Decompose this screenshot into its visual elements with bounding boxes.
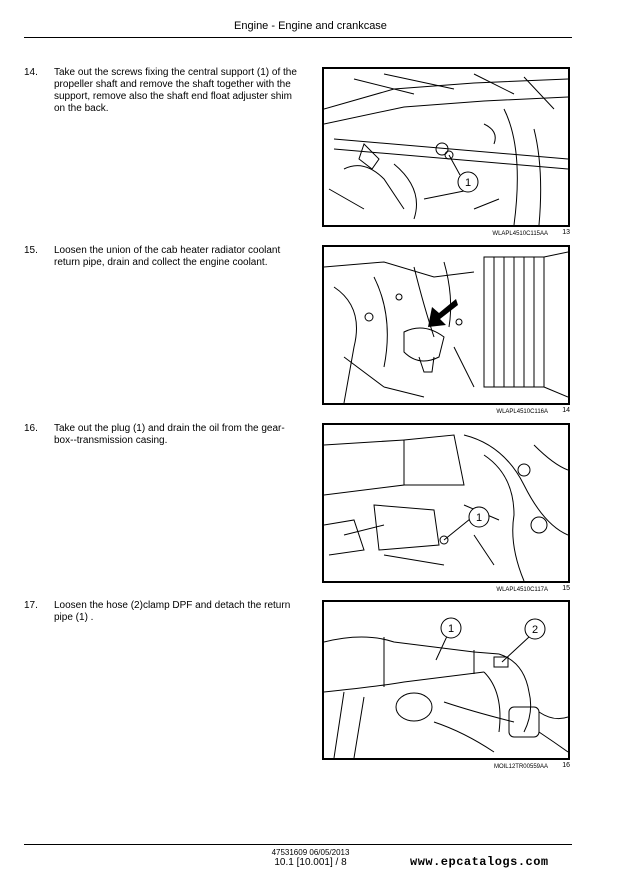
figure-16-illustration <box>324 602 568 758</box>
figure-15 <box>322 423 570 583</box>
step-number: 17. <box>24 600 38 611</box>
callout-1: 1 <box>464 177 472 189</box>
figure-code: WLAPL4510C117A <box>496 587 548 593</box>
figure-13 <box>322 67 570 227</box>
figure-code: WLAPL4510C115AA <box>492 231 548 237</box>
figure-14-caption <box>322 407 570 417</box>
figure-16 <box>322 600 570 760</box>
figure-number: 14 <box>562 407 570 414</box>
figure-14 <box>322 245 570 405</box>
step-text: Take out the screws fixing the central support (1) of the propeller shaft and remove the shaft together with the support, remove also the shaft end float adjuster shim on the back. <box>54 67 297 114</box>
figure-code: WLAPL4510C116A <box>496 409 548 415</box>
figure-number: 13 <box>562 229 570 236</box>
figure-15-caption <box>322 585 570 595</box>
header-rule <box>24 37 572 38</box>
callout-2: 2 <box>531 624 539 636</box>
footer-rule <box>24 844 572 845</box>
arrow-icon <box>428 299 458 327</box>
footer-page-number: 10.1 [10.001] / 8 <box>274 857 347 868</box>
step-number: 16. <box>24 423 38 434</box>
callout-1: 1 <box>447 623 455 635</box>
figure-13-illustration <box>324 69 568 225</box>
step-text: Loosen the hose (2)clamp DPF and detach the return pipe (1) . <box>54 600 291 623</box>
figure-16-caption <box>322 762 570 772</box>
footer-doc-ref: 47531609 06/05/2013 <box>271 848 350 857</box>
figure-number: 15 <box>562 585 570 592</box>
figure-14-illustration <box>324 247 568 403</box>
figure-number: 16 <box>562 762 570 769</box>
watermark-link[interactable]: www.epcatalogs.com <box>410 855 549 869</box>
step-number: 15. <box>24 245 38 256</box>
figure-13-caption <box>322 229 570 239</box>
figure-code: MOIL12TR00559AA <box>493 764 548 770</box>
step-text: Loosen the union of the cab heater radiator coolant return pipe, drain and collect the engine coolant. <box>54 245 281 268</box>
step-number: 14. <box>24 67 38 78</box>
figure-15-illustration <box>324 425 568 581</box>
page-header-title: Engine - Engine and crankcase <box>234 20 387 32</box>
callout-1: 1 <box>475 512 483 524</box>
step-text: Take out the plug (1) and drain the oil from the gear-box--transmission casing. <box>54 423 285 446</box>
